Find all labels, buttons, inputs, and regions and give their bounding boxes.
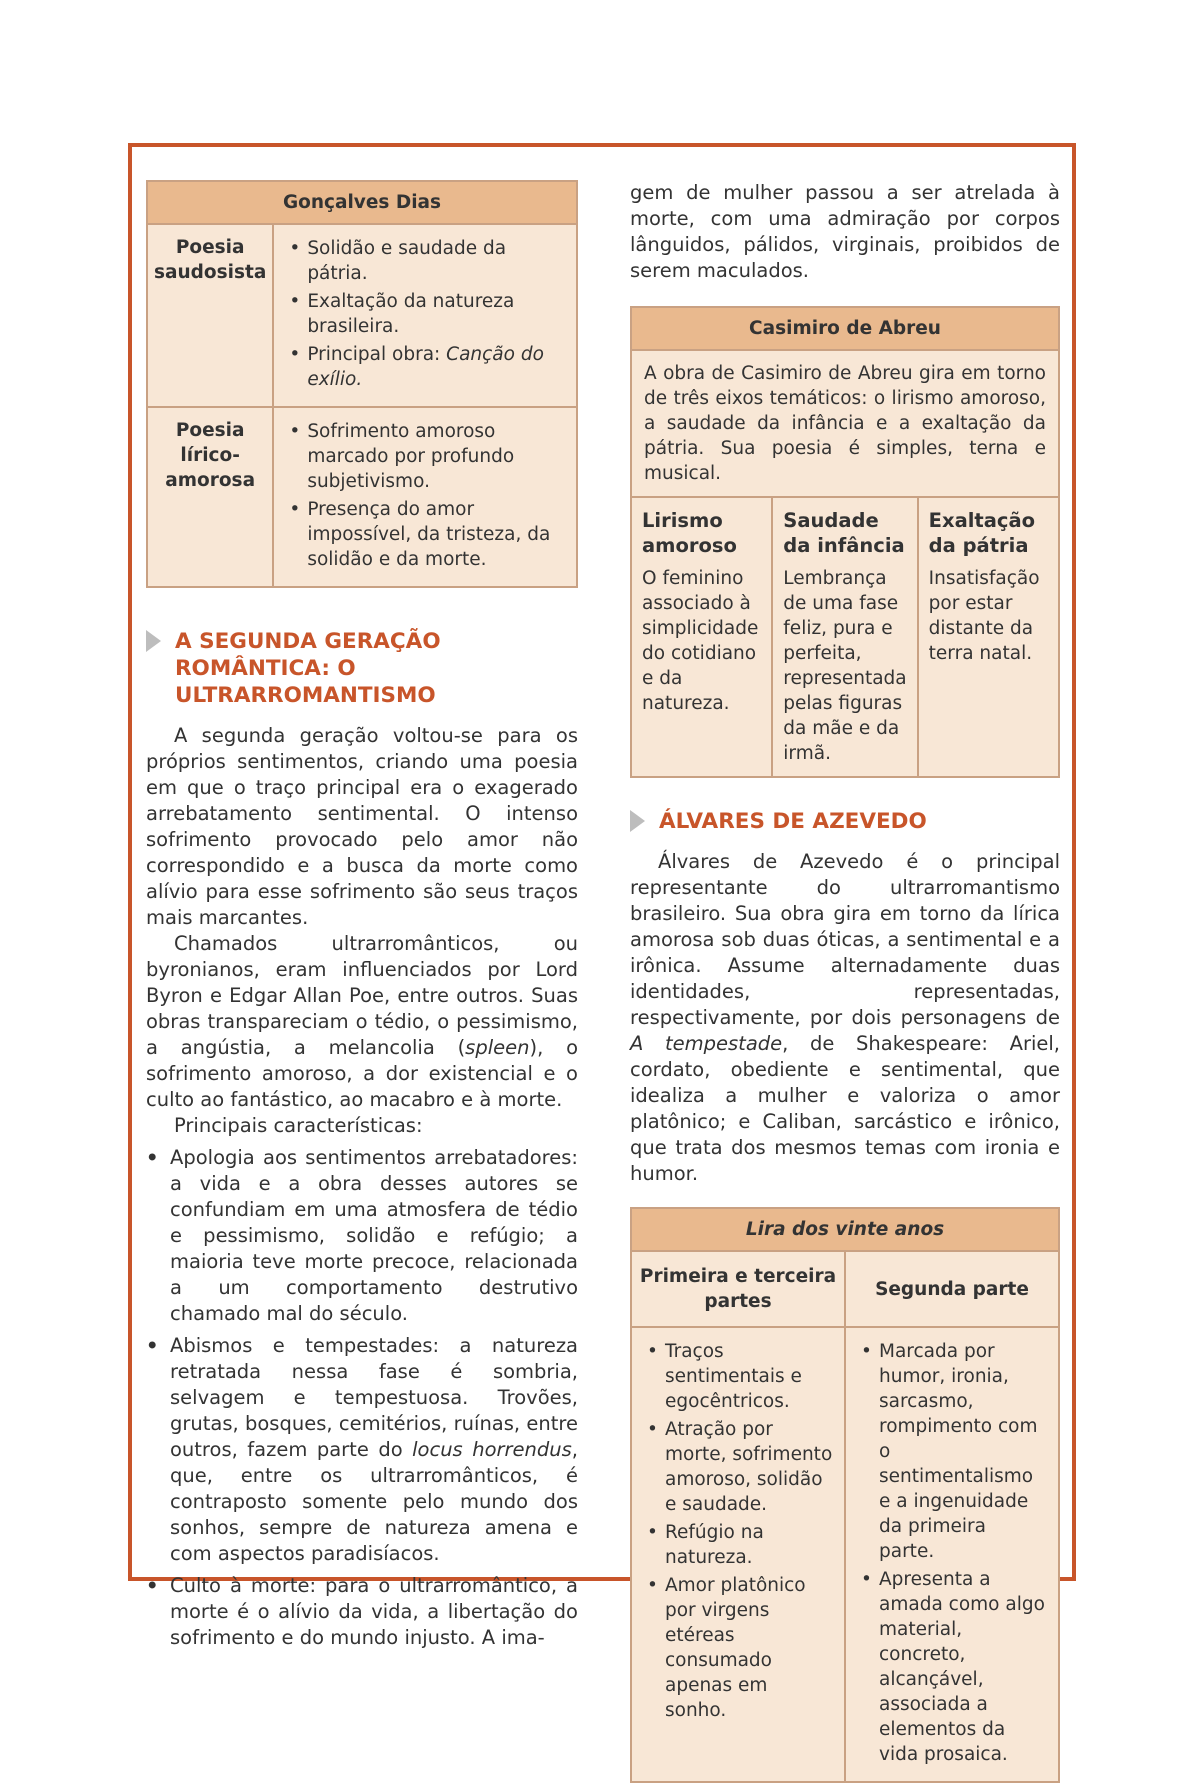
section-heading-segunda-geracao bbox=[146, 628, 578, 709]
text-span: , que, entre os ultrarromânticos, é contraposto somente pelo mundo dos sonhos, sempre de natureza amena e com aspectos paradisíacos. bbox=[170, 1438, 578, 1565]
table-title: Gonçalves Dias bbox=[147, 181, 577, 224]
left-column bbox=[146, 180, 578, 1657]
list-item: • Atração por morte, sofrimento amoroso, solidão e saudade. bbox=[647, 1417, 833, 1517]
column-header: Primeira e terceira partes bbox=[631, 1251, 845, 1327]
category-items bbox=[273, 407, 577, 587]
theme-column bbox=[772, 497, 917, 777]
obra-prefix: Principal obra: bbox=[307, 344, 447, 365]
table-title: Casimiro de Abreu bbox=[631, 307, 1059, 350]
text-span: , de Shakespeare: Ariel, cordato, obediente e sentimental, que idealiza a mulher e valoriza o amor platônico; e Caliban, sarcástico e irônico, que trata dos mesmos temas com ironia e humor. bbox=[630, 1032, 1060, 1185]
list-item: • Solidão e saudade da pátria. bbox=[289, 236, 565, 286]
right-column bbox=[630, 180, 1060, 1783]
theme-title: Exaltação da pátria bbox=[928, 509, 1036, 557]
theme-title: Lirismo amoroso bbox=[642, 509, 737, 557]
theme-column bbox=[631, 497, 772, 777]
caracteristicas-list bbox=[146, 1145, 578, 1651]
paragraph bbox=[146, 931, 578, 1113]
list-item: • Marcada por humor, ironia, sarcasmo, rompimento com o sentimentalismo e a ingenuidade da primeira parte. bbox=[861, 1339, 1047, 1564]
table-intro: A obra de Casimiro de Abreu gira em torno de três eixos temáticos: o lirismo amoroso, a saudade da infância e a exaltação da pátria. Sua poesia é simples, terna e musical. bbox=[631, 350, 1059, 497]
theme-title: Saudade da infância bbox=[783, 509, 905, 557]
list-item: • Presença do amor impossível, da tristeza, da solidão e da morte. bbox=[289, 497, 565, 572]
category-items bbox=[273, 224, 577, 407]
list-item: • Sofrimento amoroso marcado por profundo subjetivismo. bbox=[289, 419, 565, 494]
goncalves-dias-table bbox=[146, 180, 578, 588]
section-heading-alvares bbox=[630, 808, 1060, 835]
text-span: ), o sofrimento amoroso, a dor existencial e o culto ao fantástico, ao macabro e à morte. bbox=[146, 1036, 578, 1111]
text-span: Abismos e tempestades: a natureza retratada nessa fase é sombria, selvagem e tempestuosa. Trovões, grutas, bosques, cemitérios, ruínas, entre outros, fazem parte do bbox=[170, 1334, 578, 1461]
section-title: ÁLVARES DE AZEVEDO bbox=[659, 809, 927, 834]
list-item bbox=[289, 342, 565, 392]
theme-text: Lembrança de uma fase feliz, pura e perfeita, representada pelas figuras da mãe e da irmã. bbox=[783, 568, 907, 764]
list-item: • Culto à morte: para o ultrarromântico, a morte é o alívio da vida, a libertação do sofrimento e do mundo injusto. A ima- bbox=[146, 1573, 578, 1651]
paragraph bbox=[630, 849, 1060, 1187]
theme-text: Insatisfação por estar distante da terra natal. bbox=[928, 568, 1040, 664]
casimiro-de-abreu-table bbox=[630, 306, 1060, 778]
list-item: • Amor platônico por virgens etéreas consumado apenas em sonho. bbox=[647, 1573, 833, 1723]
text-span: Chamados ultrarromânticos, ou byronianos, eram influenciados por Lord Byron e Edgar Allan Poe, entre outros. Suas obras transpareciam o tédio, o pessimismo, a angústia, a melancolia ( bbox=[146, 932, 578, 1059]
column-items bbox=[631, 1327, 845, 1782]
list-item: • Traços sentimentais e egocêntricos. bbox=[647, 1339, 833, 1414]
list-item: • Apologia aos sentimentos arrebatadores: a vida e a obra desses autores se confundiam em uma atmosfera de tédio e pessimismo, solidão e refúgio; a maioria teve morte precoce, relacionada a um comportamento destrutivo chamado mal do século. bbox=[146, 1145, 578, 1327]
table-title: Lira dos vinte anos bbox=[631, 1208, 1059, 1251]
obra-title: Canção do exílio. bbox=[307, 344, 544, 390]
spleen-term: spleen bbox=[465, 1036, 530, 1059]
text-span: Álvares de Azevedo é o principal representante do ultrarromantismo brasileiro. Sua obra gira em torno da lírica amorosa sob duas óticas, a sentimental e a irônica. Assume alternadamente duas identidades, representadas, respectivamente, por dois personagens de bbox=[630, 850, 1060, 1029]
theme-column bbox=[918, 497, 1059, 777]
locus-term: locus horrendus bbox=[412, 1438, 572, 1461]
caracteristicas-label: Principais características: bbox=[174, 1114, 423, 1137]
category-lirico-amorosa: Poesia lírico-amorosa bbox=[147, 407, 273, 587]
triangle-marker-icon bbox=[630, 810, 645, 832]
work-title: A tempestade bbox=[630, 1032, 783, 1055]
paragraph: gem de mulher passou a ser atrelada à morte, com uma admiração por corpos lânguidos, pálidos, virginais, proibidos de serem maculados. bbox=[630, 181, 1060, 282]
column-header: Segunda parte bbox=[845, 1251, 1059, 1327]
theme-text: O feminino associado à simplicidade do cotidiano e da natureza. bbox=[642, 568, 759, 714]
triangle-marker-icon bbox=[146, 630, 161, 652]
lira-dos-vinte-anos-table bbox=[630, 1207, 1060, 1783]
list-item: • Exaltação da natureza brasileira. bbox=[289, 289, 565, 339]
category-saudosista: Poesia saudosista bbox=[147, 224, 273, 407]
paragraph: A segunda geração voltou-se para os próprios sentimentos, criando uma poesia em que o traço principal era o exagerado arrebatamento sentimental. O intenso sofrimento provocado pelo amor não correspondido e a busca da morte como alívio para esse sofrimento são seus traços mais marcantes. bbox=[146, 724, 578, 929]
column-items bbox=[845, 1327, 1059, 1782]
list-item: • Refúgio na natureza. bbox=[647, 1520, 833, 1570]
section-title: A SEGUNDA GERAÇÃO ROMÂNTICA: O ULTRARROMANTISMO bbox=[175, 629, 441, 708]
list-item: • Apresenta a amada como algo material, concreto, alcançável, associada a elementos da vida prosaica. bbox=[861, 1567, 1047, 1767]
list-item bbox=[146, 1333, 578, 1567]
